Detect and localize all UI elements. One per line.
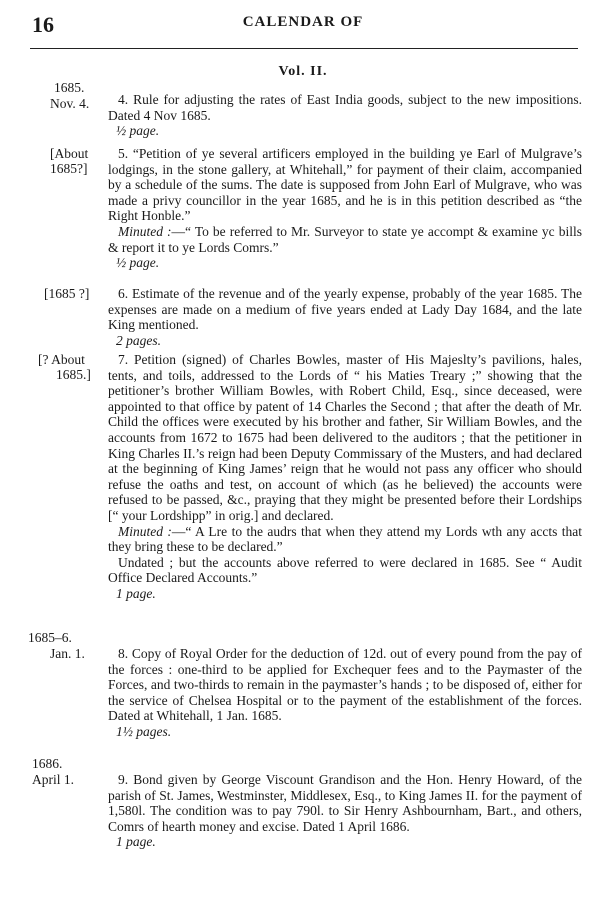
date-line: [About [50, 146, 89, 161]
minuted-note [108, 224, 582, 255]
date-line: 1686. [32, 756, 63, 771]
date-line: 1685.] [56, 367, 91, 382]
header-rule [30, 48, 578, 49]
entry-6 [28, 286, 582, 349]
minuted-text: —“ A Lre to the audrs that when they attend my Lords wth any accts that they bring these to be declared.” [108, 523, 582, 555]
entry-7 [28, 352, 582, 602]
page-count: ½ page. [116, 123, 160, 139]
date-line: 1685?] [50, 161, 88, 176]
date-line: 1685–6. [28, 630, 72, 645]
entry-5 [28, 146, 582, 271]
entry-text: 9. Bond given by George Viscount Grandison and the Hon. Henry Howard, of the parish of St. James, Westminster, Middlesex, Esq., to King James II. for the payment of 1,580l. The condition was to pay 790l. to Sir Henry Ashbournham, Bart., and others, Comrs of hearth money and excise. Dated 1 April 1686. [108, 772, 582, 834]
minuted-label: Minuted : [118, 523, 172, 539]
date-line: [1685 ?] [44, 286, 90, 301]
date-line: Jan. 1. [50, 646, 85, 661]
minuted-note [108, 524, 582, 555]
date-line: April 1. [32, 772, 74, 787]
entry-8 [28, 630, 582, 740]
minuted-label: Minuted : [118, 223, 172, 239]
entry-extra-text: Undated ; but the accounts above referred to were declared in 1685. See “ Audit Office Declared Accounts.” [108, 554, 582, 586]
entry-text: 7. Petition (signed) of Charles Bowles, master of His Majeslty’s pavilions, hales, tents, and toils, addressed to the Lords of “ his Maties Treary ;” showing that the petitioner’s brother William Bowles, with Robert Child, Esq., since deceased, were appointed to that office by patent of 14 Charles the Second ; that after the death of Mr. Child the offices were executed by his brother and father, Sir William Bowles, and the accounts from 1672 to 1675 had been delivered to the auditors ; that the petitioner in King Charles II.’s reign had been Deputy Commissary of the Musters, and had declared at the beginning of King James’ reign that he would not pass any officer who should refuse the oaths and test, on account of which (as he believed) the accounts were refused to be passed, &c., praying that they might be presented before their Lordships [“ your Lordshipp” in orig.] and declared. [108, 352, 582, 523]
entry-text: 8. Copy of Royal Order for the deduction of 12d. out of every pound from the pay of the forces : one-third to be applied for Exchequer fees and to the Paymaster of the Forces, and two-thirds to remain in the paymaster’s hands ; to be disposed of, either for the service of Chelsea Hospital or to the payment of the establishment of the forces. Dated at Whitehall, 1 Jan. 1685. [108, 646, 582, 724]
entry-4 [28, 82, 582, 139]
date-line: Nov. 4. [50, 96, 90, 111]
page-number: 16 [32, 12, 54, 37]
page-count: 1 page. [116, 585, 156, 601]
entry-9 [28, 756, 582, 850]
page-count: 1½ pages. [116, 723, 172, 739]
entry-text: 4. Rule for adjusting the rates of East India goods, subject to the new impositions. Dated 4 Nov 1685. [108, 92, 582, 123]
date-line: [? About [38, 352, 85, 367]
minuted-text: —“ To be referred to Mr. Surveyor to state ye accompt & examine yc bills & report it to ye Lords Comrs.” [108, 223, 582, 255]
page-count: 2 pages. [116, 332, 161, 348]
entry-text: 5. “Petition of ye several artificers employed in the building ye Earl of Mulgrave’s lodgings, in the stone gallery, at Whitehall,” for payment of their claim, accompanied by a schedule of the sums. The date is supposed from John Earl of Mulgrave, who was made a privy councillor in the year 1685, and he is in this petition described as “the Right Honble.” [108, 146, 582, 224]
running-head: CALENDAR OF [242, 14, 364, 30]
entry-text: 6. Estimate of the revenue and of the yearly expense, probably of the year 1685. The expenses are made on a medium of five years ended at Lady Day 1684, and the late King mentioned. [108, 286, 582, 333]
date-line: 1685. [54, 80, 85, 95]
page-count: ½ page. [116, 255, 160, 271]
volume-heading: Vol. II. [278, 64, 328, 79]
page-count: 1 page. [116, 834, 156, 850]
